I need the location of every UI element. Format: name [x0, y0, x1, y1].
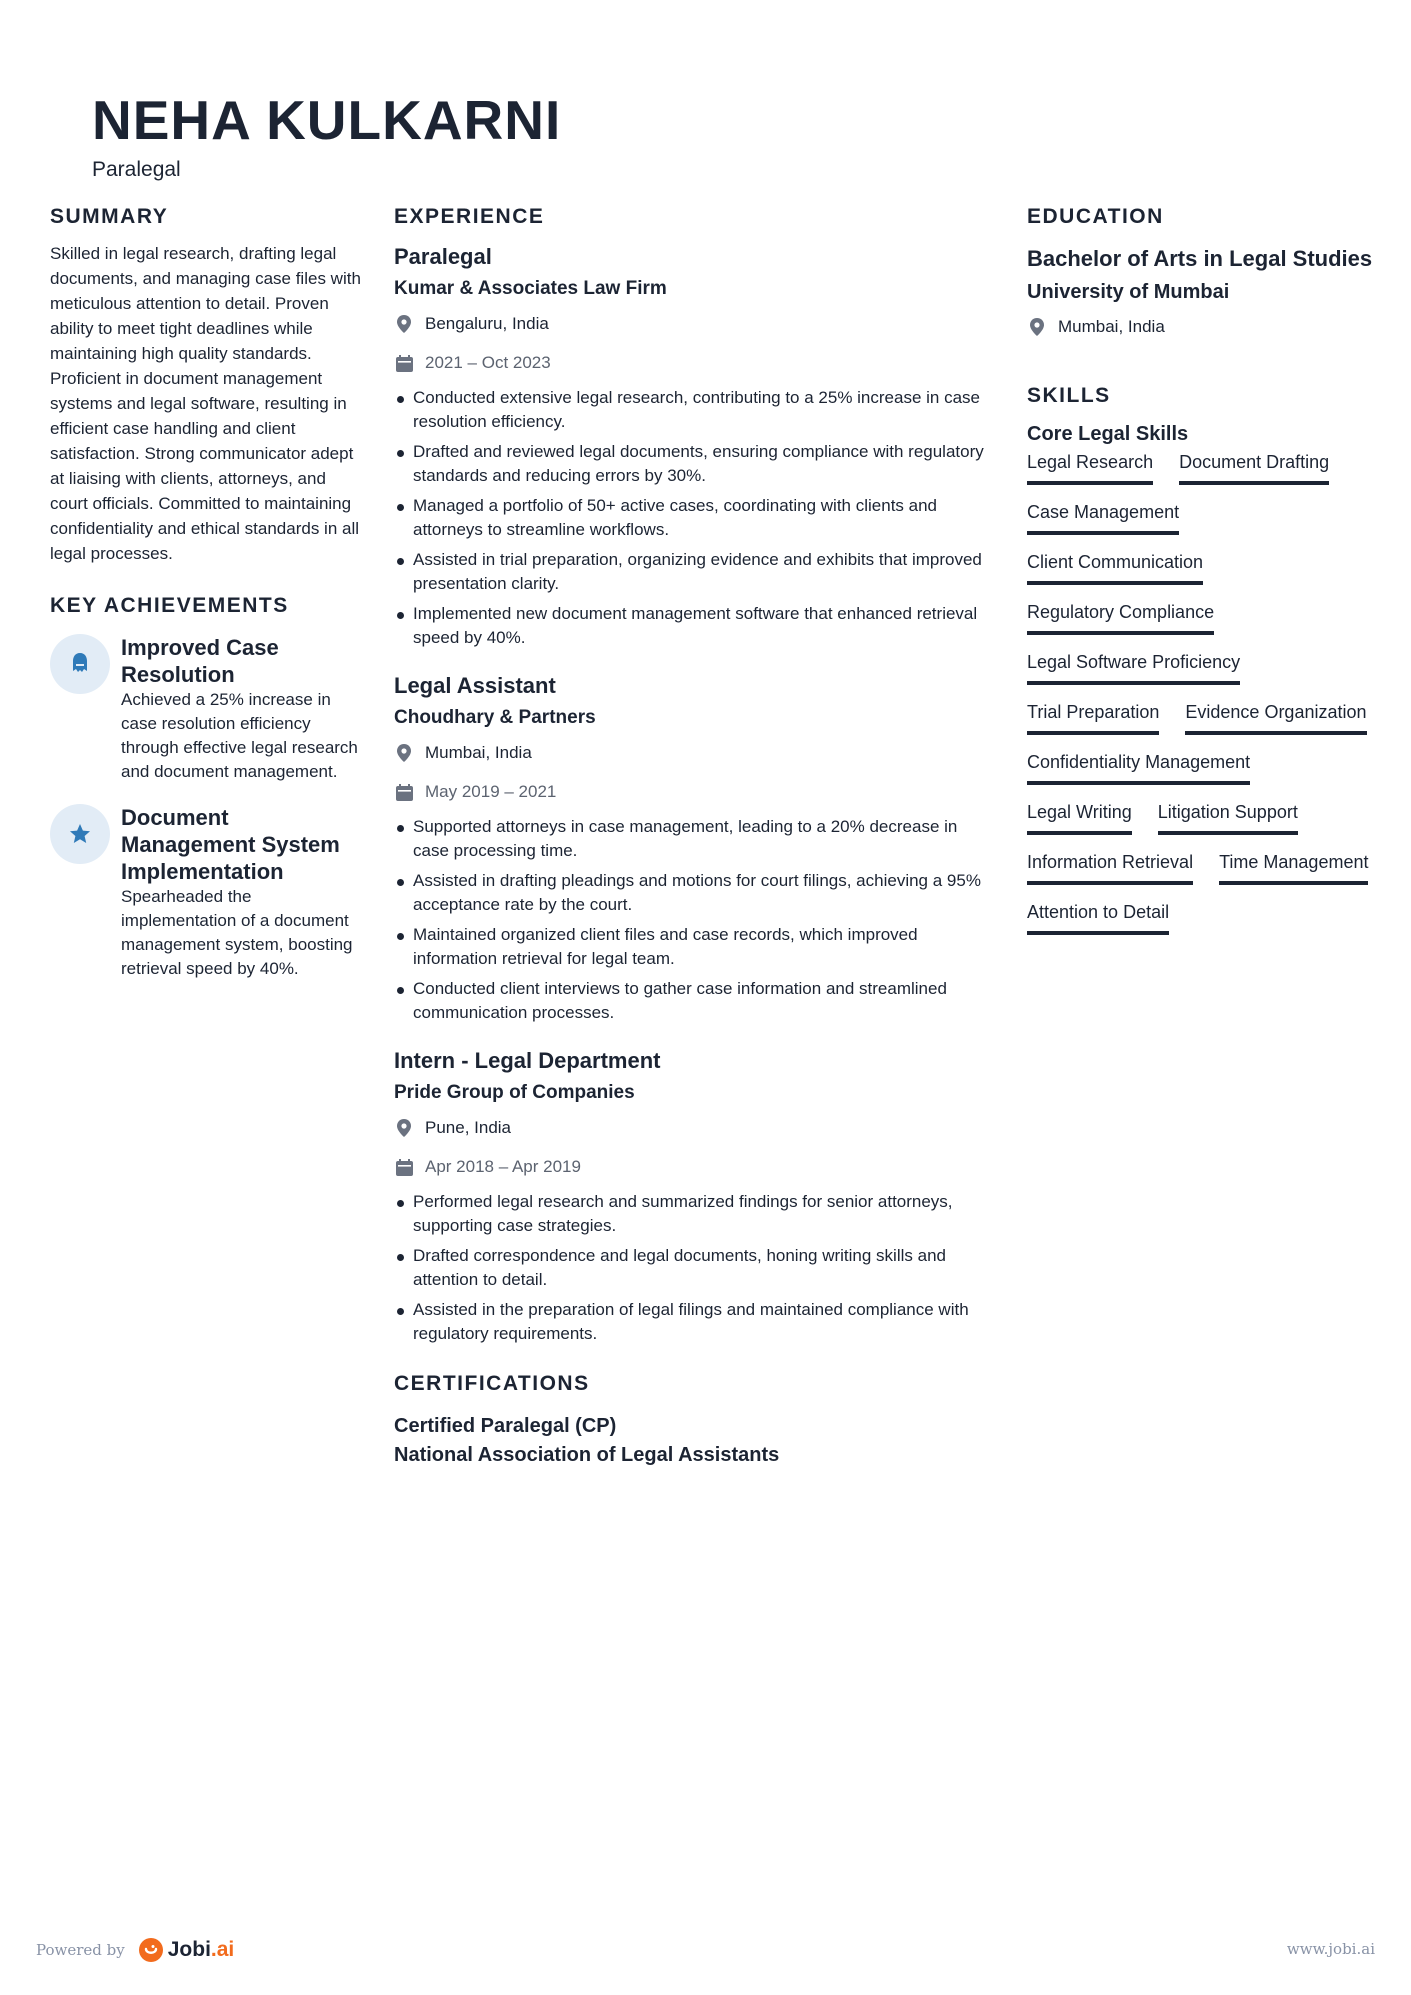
- job-location-text: Mumbai, India: [425, 743, 532, 762]
- list-item: Performed legal research and summarized findings for senior attorneys, supporting case strategies.: [394, 1190, 994, 1238]
- skill-tag: Case Management: [1027, 500, 1179, 535]
- list-item: Implemented new document management software that enhanced retrieval speed by 40%.: [394, 602, 994, 650]
- skill-tag: Evidence Organization: [1185, 700, 1366, 735]
- job-company: Pride Group of Companies: [394, 1082, 635, 1103]
- list-item: Supported attorneys in case management, leading to a 20% decrease in case processing time.: [394, 815, 994, 863]
- website-link[interactable]: www.jobi.ai: [1286, 1940, 1375, 1958]
- education-location-text: Mumbai, India: [1058, 317, 1165, 336]
- skill-tag: Client Communication: [1027, 550, 1203, 585]
- location-pin-icon: [1027, 317, 1047, 337]
- job-dates-text: 2021 – Oct 2023: [425, 353, 551, 372]
- job-location: [394, 1117, 994, 1139]
- job-title: Paralegal: [394, 244, 492, 269]
- achievement-title: Document Management System Implementation: [121, 805, 340, 884]
- certification-name: Certified Paralegal (CP): [394, 1415, 617, 1437]
- certification-entry: [394, 1412, 994, 1470]
- experience-entry: [394, 241, 994, 650]
- jobi-logo-icon: [139, 1938, 163, 1962]
- achievement-item: [50, 634, 365, 784]
- powered-by-text: Powered by: [36, 1941, 125, 1959]
- list-item: Assisted in drafting pleadings and motions for court filings, achieving a 95% acceptance rate by the court.: [394, 869, 994, 917]
- right-column: [1027, 205, 1377, 950]
- list-item: Conducted extensive legal research, contributing to a 25% increase in case resolution efficiency.: [394, 386, 994, 434]
- job-location-text: Pune, India: [425, 1118, 512, 1137]
- job-dates-text: May 2019 – 2021: [425, 782, 557, 801]
- job-dates: [394, 352, 994, 374]
- calendar-icon: [394, 353, 414, 373]
- job-location: [394, 313, 994, 335]
- job-title: Legal Assistant: [394, 673, 556, 698]
- skills-heading: SKILLS: [1027, 384, 1111, 407]
- experience-entry: [394, 670, 994, 1025]
- skill-tag: Legal Software Proficiency: [1027, 650, 1240, 685]
- list-item: Drafted and reviewed legal documents, ensuring compliance with regulatory standards and reducing errors by 30%.: [394, 440, 994, 488]
- left-column: [50, 205, 365, 981]
- resume-header: [92, 88, 561, 182]
- star-icon: [50, 804, 110, 864]
- skill-tag: Trial Preparation: [1027, 700, 1159, 735]
- list-item: Managed a portfolio of 50+ active cases, coordinating with clients and attorneys to streamline workflows.: [394, 494, 994, 542]
- candidate-title: Paralegal: [92, 158, 181, 181]
- location-pin-icon: [394, 743, 414, 763]
- list-item: Maintained organized client files and case records, which improved information retrieval for legal team.: [394, 923, 994, 971]
- list-item: Conducted client interviews to gather case information and streamlined communication processes.: [394, 977, 994, 1025]
- jobi-logo-link[interactable]: [139, 1938, 235, 1962]
- summary-text: Skilled in legal research, drafting legal documents, and managing case files with meticulous attention to detail. Proven ability to meet tight deadlines while maintaining high quality standards. Proficient in document management systems and legal software, resulting in efficient case handling and client satisfaction. Strong communicator adept at liaising with clients, attorneys, and court officials. Committed to maintaining confidentiality and ethical standards in all legal processes.: [50, 244, 361, 563]
- logo-suffix: .ai: [210, 1938, 235, 1961]
- education-degree: Bachelor of Arts in Legal Studies: [1027, 246, 1373, 271]
- job-dates-text: Apr 2018 – Apr 2019: [425, 1157, 581, 1176]
- job-bullets: [394, 386, 994, 650]
- list-item: Assisted in trial preparation, organizing evidence and exhibits that improved presentation clarity.: [394, 548, 994, 596]
- achievements-heading: KEY ACHIEVEMENTS: [50, 594, 289, 617]
- job-dates: [394, 1156, 994, 1178]
- education-school: University of Mumbai: [1027, 281, 1230, 303]
- job-bullets: [394, 1190, 994, 1346]
- list-item: Drafted correspondence and legal documents, honing writing skills and attention to detail.: [394, 1244, 994, 1292]
- footer-branding: [36, 1938, 234, 1962]
- certification-issuer: National Association of Legal Assistants: [394, 1444, 780, 1466]
- skill-tag: Litigation Support: [1158, 800, 1298, 835]
- skill-tag: Information Retrieval: [1027, 850, 1193, 885]
- achievement-item: [50, 804, 365, 981]
- achievement-description: Spearheaded the implementation of a document management system, boosting retrieval speed by 40%.: [121, 887, 353, 978]
- calendar-icon: [394, 782, 414, 802]
- education-location: [1027, 316, 1377, 338]
- skill-tag: Legal Research: [1027, 450, 1153, 485]
- skill-tag: Regulatory Compliance: [1027, 600, 1214, 635]
- job-title: Intern - Legal Department: [394, 1048, 661, 1073]
- skills-group-title: Core Legal Skills: [1027, 423, 1189, 445]
- skill-tag: Confidentiality Management: [1027, 750, 1250, 785]
- list-item: Assisted in the preparation of legal filings and maintained compliance with regulatory requirements.: [394, 1298, 994, 1346]
- calendar-icon: [394, 1157, 414, 1177]
- education-heading: EDUCATION: [1027, 205, 1164, 228]
- logo-text: Jobi: [167, 1938, 211, 1961]
- location-pin-icon: [394, 1118, 414, 1138]
- experience-heading: EXPERIENCE: [394, 205, 545, 228]
- badge-icon: [50, 634, 110, 694]
- experience-entry: [394, 1045, 994, 1346]
- candidate-name: NEHA KULKARNI: [92, 89, 562, 151]
- skill-tag: Time Management: [1219, 850, 1368, 885]
- skill-tag: Legal Writing: [1027, 800, 1132, 835]
- summary-heading: SUMMARY: [50, 205, 169, 228]
- skill-tag: Attention to Detail: [1027, 900, 1169, 935]
- location-pin-icon: [394, 314, 414, 334]
- skill-tag: Document Drafting: [1179, 450, 1329, 485]
- job-location-text: Bengaluru, India: [425, 314, 549, 333]
- certifications-heading: CERTIFICATIONS: [394, 1372, 590, 1395]
- job-dates: [394, 781, 994, 803]
- job-bullets: [394, 815, 994, 1025]
- achievement-description: Achieved a 25% increase in case resolution efficiency through effective legal research and document management.: [121, 690, 358, 781]
- job-company: Choudhary & Partners: [394, 707, 596, 728]
- achievement-title: Improved Case Resolution: [121, 635, 279, 687]
- job-location: [394, 742, 994, 764]
- job-company: Kumar & Associates Law Firm: [394, 278, 667, 299]
- skills-list: [1027, 450, 1377, 950]
- middle-column: [394, 205, 994, 1470]
